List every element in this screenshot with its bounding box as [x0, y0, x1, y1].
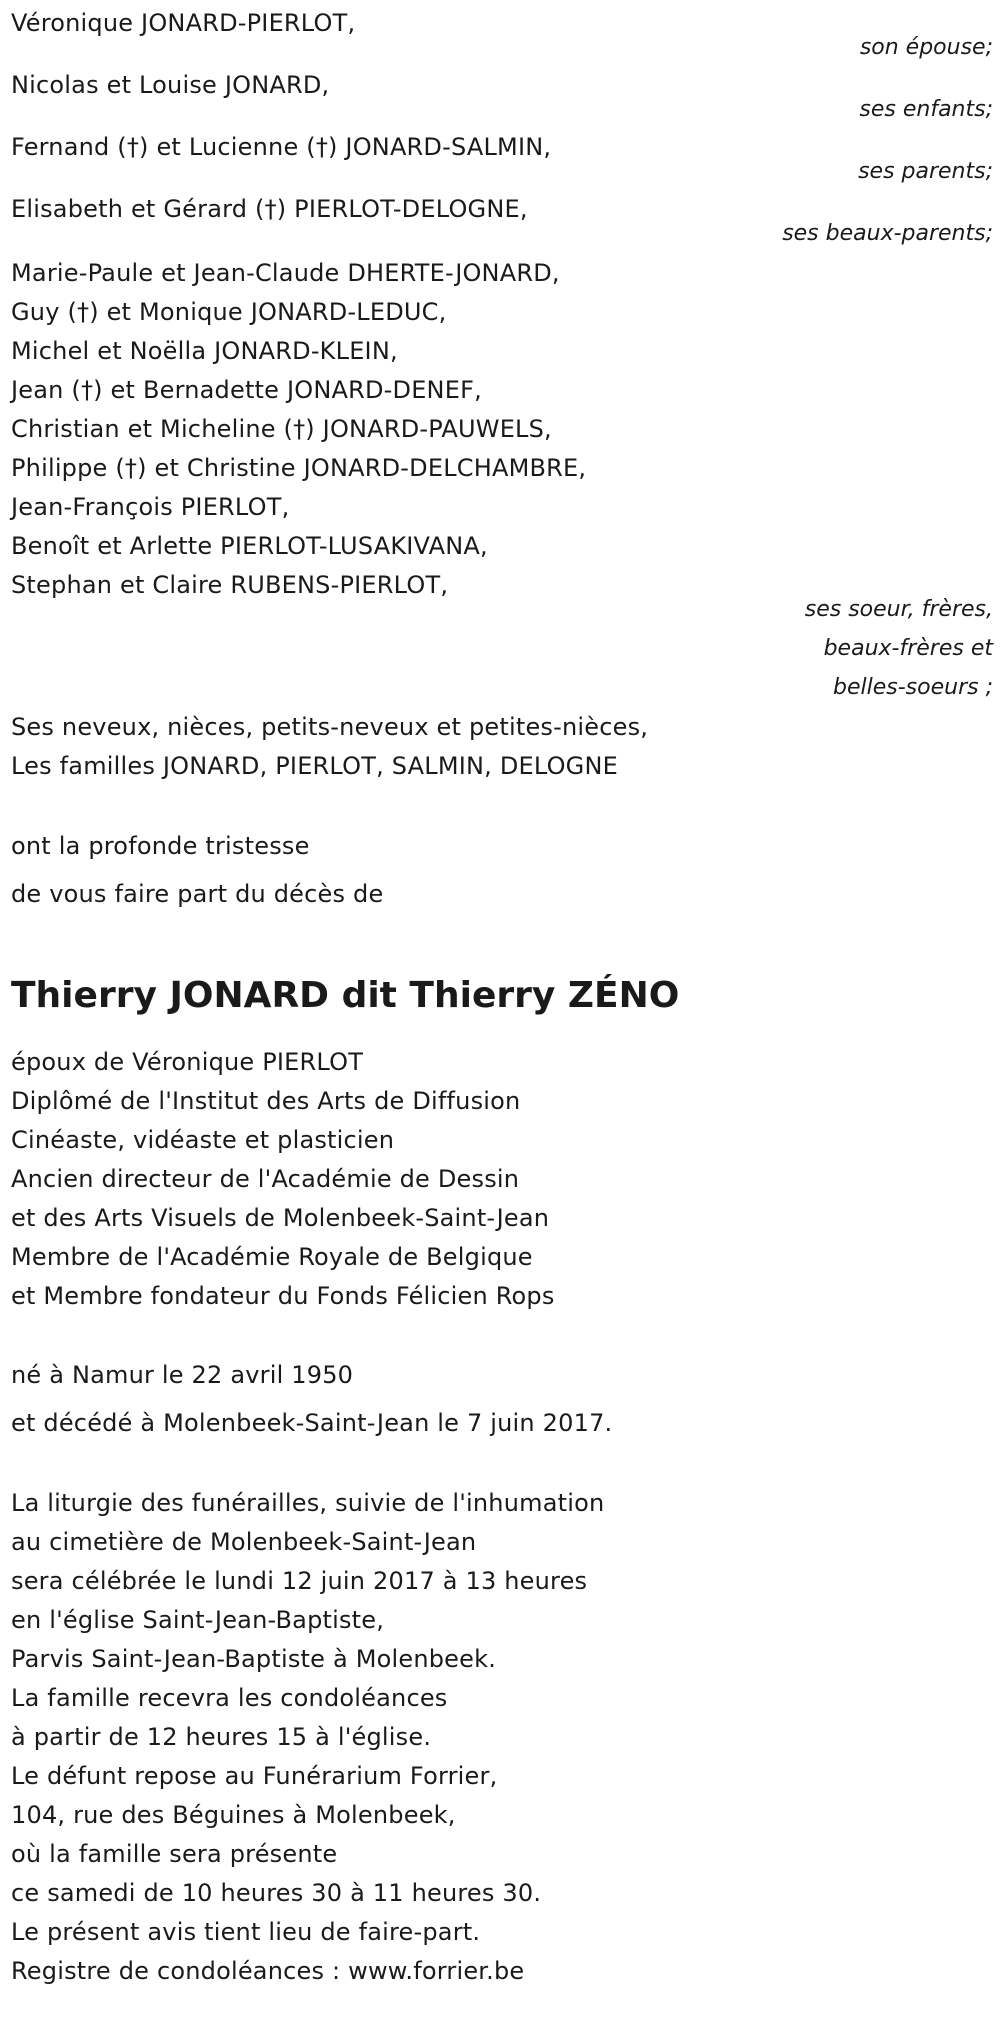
bio-line: et Membre fondateur du Fonds Félicien Rops: [11, 1282, 555, 1310]
family-line-parents: Fernand (†) et Lucienne (†) JONARD-SALMIN,: [11, 133, 552, 161]
relation-siblings-line: beaux-frères et: [823, 636, 993, 661]
relation-parents: ses parents;: [858, 159, 993, 184]
funeral-line: 104, rue des Béguines à Molenbeek,: [11, 1801, 456, 1829]
death-date-line: et décédé à Molenbeek-Saint-Jean le 7 juin 2017.: [11, 1409, 613, 1437]
funeral-line: sera célébrée le lundi 12 juin 2017 à 13 heures: [11, 1567, 588, 1595]
bio-line: Diplômé de l'Institut des Arts de Diffusion: [11, 1087, 521, 1115]
funeral-line: au cimetière de Molenbeek-Saint-Jean: [11, 1528, 477, 1556]
sibling-line: Jean-François PIERLOT,: [11, 493, 290, 521]
funeral-line: ce samedi de 10 heures 30 à 11 heures 30.: [11, 1879, 542, 1907]
extended-family-line: Ses neveux, nièces, petits-neveux et petites-nièces,: [11, 713, 649, 741]
announcement-line: de vous faire part du décès de: [11, 880, 384, 908]
funeral-line: La famille recevra les condoléances: [11, 1684, 448, 1712]
relation-spouse: son épouse;: [859, 35, 993, 60]
sibling-line: Stephan et Claire RUBENS-PIERLOT,: [11, 571, 449, 599]
sibling-line: Philippe (†) et Christine JONARD-DELCHAMBRE,: [11, 454, 587, 482]
sibling-line: Christian et Micheline (†) JONARD-PAUWELS,: [11, 415, 552, 443]
relation-siblings-line: ses soeur, frères,: [804, 597, 993, 622]
bio-line: Membre de l'Académie Royale de Belgique: [11, 1243, 533, 1271]
bio-line: Ancien directeur de l'Académie de Dessin: [11, 1165, 520, 1193]
funeral-line: Le défunt repose au Funérarium Forrier,: [11, 1762, 498, 1790]
sibling-line: Jean (†) et Bernadette JONARD-DENEF,: [11, 376, 482, 404]
relation-siblings-line: belles-soeurs ;: [833, 675, 993, 700]
sibling-line: Guy (†) et Monique JONARD-LEDUC,: [11, 298, 447, 326]
funeral-line: Le présent avis tient lieu de faire-part.: [11, 1918, 481, 1946]
funeral-line: La liturgie des funérailles, suivie de l'inhumation: [11, 1489, 605, 1517]
family-line-spouse: Véronique JONARD-PIERLOT,: [11, 9, 356, 37]
funeral-line: où la famille sera présente: [11, 1840, 338, 1868]
funeral-line: Parvis Saint-Jean-Baptiste à Molenbeek.: [11, 1645, 497, 1673]
bio-line: et des Arts Visuels de Molenbeek-Saint-Jean: [11, 1204, 550, 1232]
relation-children: ses enfants;: [859, 97, 993, 122]
bio-line: époux de Véronique PIERLOT: [11, 1048, 364, 1076]
funeral-line: en l'église Saint-Jean-Baptiste,: [11, 1606, 385, 1634]
birth-date-line: né à Namur le 22 avril 1950: [11, 1361, 354, 1389]
sibling-line: Marie-Paule et Jean-Claude DHERTE-JONARD,: [11, 259, 560, 287]
extended-family-line: Les familles JONARD, PIERLOT, SALMIN, DELOGNE: [11, 752, 618, 780]
deceased-name: Thierry JONARD dit Thierry ZÉNO: [11, 975, 680, 1016]
family-line-parents-in-law: Elisabeth et Gérard (†) PIERLOT-DELOGNE,: [11, 195, 528, 223]
announcement-line: ont la profonde tristesse: [11, 832, 310, 860]
bio-line: Cinéaste, vidéaste et plasticien: [11, 1126, 395, 1154]
sibling-line: Michel et Noëlla JONARD-KLEIN,: [11, 337, 398, 365]
sibling-line: Benoît et Arlette PIERLOT-LUSAKIVANA,: [11, 532, 488, 560]
condolence-register-line: Registre de condoléances : www.forrier.be: [11, 1957, 525, 1985]
family-line-children: Nicolas et Louise JONARD,: [11, 71, 330, 99]
relation-parents-in-law: ses beaux-parents;: [782, 221, 993, 246]
funeral-line: à partir de 12 heures 15 à l'église.: [11, 1723, 432, 1751]
